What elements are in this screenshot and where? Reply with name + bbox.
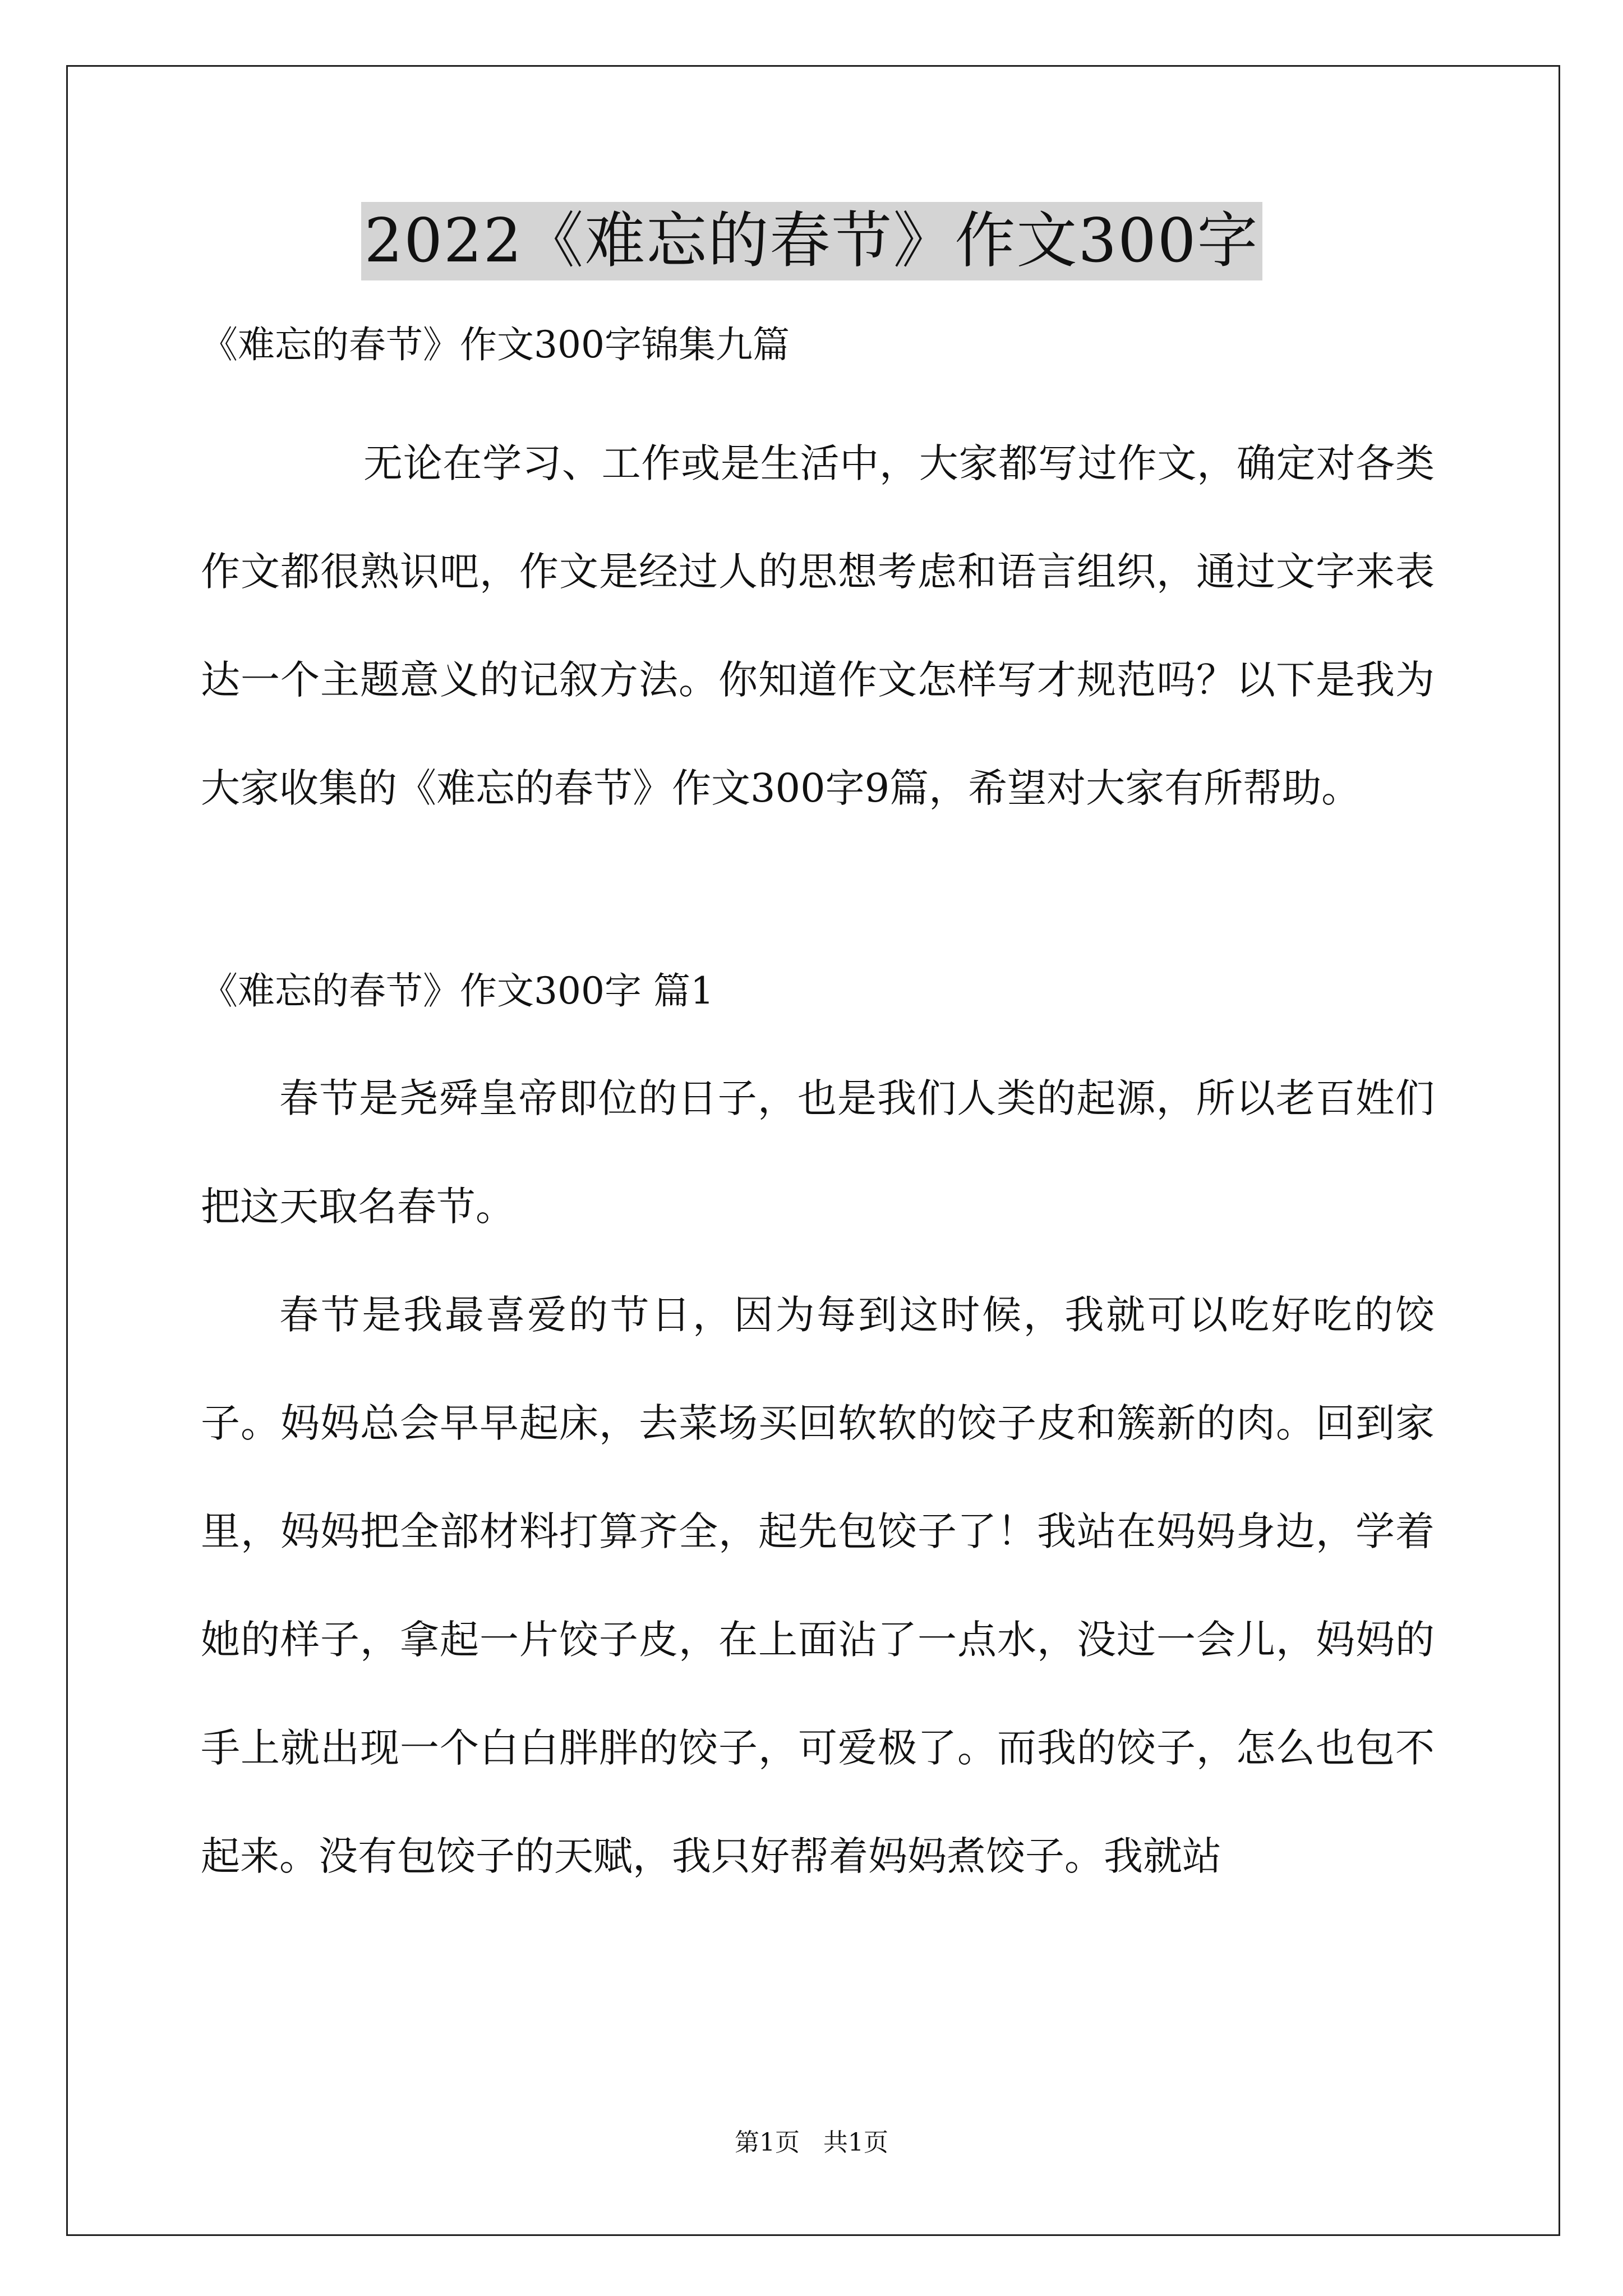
intro-paragraph: 无论在学习、工作或是生活中，大家都写过作文，确定对各类作文都很熟识吧，作文是经过人的思想考虑和语言组织，通过文字来表达一个主题意义的记叙方法。你知道作文怎样写才规范吗？以下是我为大家收集的《难忘的春节》作文300字9篇，希望对大家有所帮助。 [201,440,1435,811]
body-paragraph: 春节是我最喜爱的节日，因为每到这时候，我就可以吃好吃的饺子。妈妈总会早早起床，去菜场买回软软的饺子皮和簇新的肉。回到家里，妈妈把全部材料打算齐全，起先包饺子了！我站在妈妈身边，学着她的样子，拿起一片饺子皮，在上面沾了一点水，没过一会儿，妈妈的手上就出现一个白白胖胖的饺子，可爱极了。而我的饺子，怎么也包不起来。没有包饺子的天赋，我只好帮着妈妈煮饺子。我就站 [201,1292,1435,1879]
section-heading: 《难忘的春节》作文300字 篇1 [201,969,714,1013]
title-container [0,202,1623,280]
document-subtitle: 《难忘的春节》作文300字锦集九篇 [201,323,790,366]
document-body [201,314,1435,1911]
document-title: 2022《难忘的春节》作文300字 [361,202,1262,280]
body-paragraph: 春节是尧舜皇帝即位的日子，也是我们人类的起源，所以老百姓们把这天取名春节。 [201,1075,1435,1230]
page-footer: 第1页 共1页 [735,2128,888,2157]
